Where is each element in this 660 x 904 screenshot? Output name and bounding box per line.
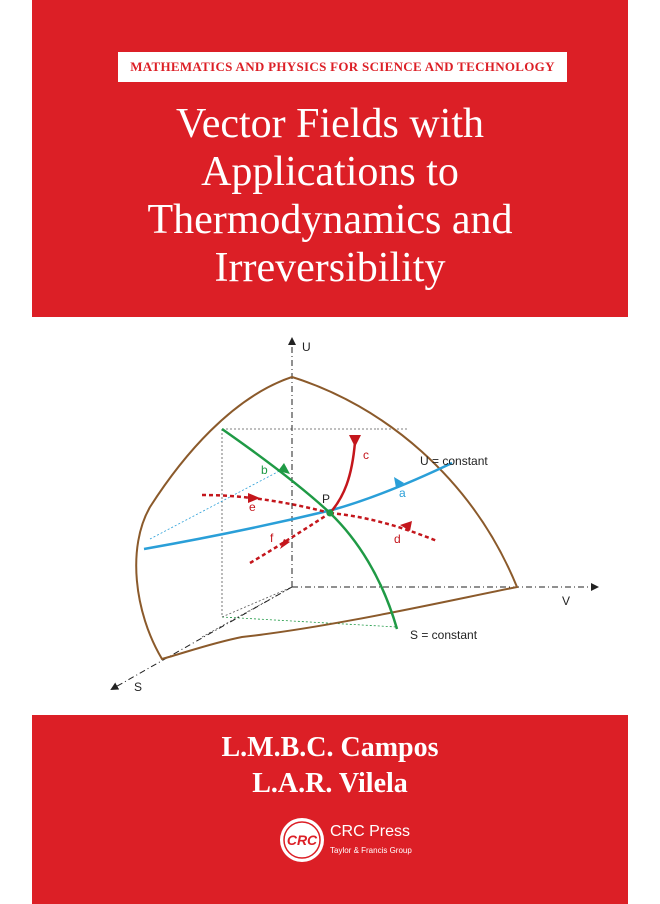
guide-green-base [222, 617, 397, 627]
crc-logo-icon [278, 816, 326, 864]
u-constant-label: U = constant [420, 454, 488, 468]
s-constant-label: S = constant [410, 628, 478, 642]
surface-boundary [136, 377, 517, 659]
path-c [330, 442, 355, 513]
v-axis-label: V [562, 594, 571, 608]
diagram-svg [32, 317, 628, 715]
author-band [32, 715, 628, 904]
book-title [32, 100, 628, 292]
book-cover [32, 0, 628, 904]
path-c-label: c [363, 448, 369, 462]
cover-diagram [32, 317, 628, 715]
title-line: Irreversibility [214, 245, 446, 291]
path-b-label: b [261, 463, 268, 477]
path-f-label: f [270, 531, 274, 545]
author-name: L.M.B.C. Campos [221, 732, 439, 763]
crc-logo-text: CRC [286, 832, 318, 848]
u-constant-curve [144, 463, 452, 549]
publisher-group: Taylor & Francis Group [330, 846, 412, 855]
author-name: L.A.R. Vilela [252, 768, 408, 799]
point-p-marker [327, 510, 334, 517]
path-a-label: a [399, 486, 406, 500]
path-d-label: d [394, 532, 401, 546]
s-axis [112, 587, 292, 689]
path-e-label: e [249, 500, 256, 514]
series-banner: MATHEMATICS AND PHYSICS FOR SCIENCE AND TECHNOLOGY [118, 52, 567, 82]
axes [112, 339, 597, 689]
guide-front-2 [222, 587, 292, 617]
path-d [330, 513, 437, 541]
s-axis-label: S [134, 680, 143, 694]
u-axis-label: U [302, 340, 311, 354]
point-p-label: P [322, 492, 331, 506]
title-line: Thermodynamics and [147, 197, 513, 243]
title-line: Vector Fields with [176, 101, 484, 147]
arrow-c-head [349, 435, 361, 447]
title-line: Applications to [201, 149, 459, 195]
publisher-name: CRC Press [330, 823, 411, 840]
title-band [32, 0, 628, 317]
